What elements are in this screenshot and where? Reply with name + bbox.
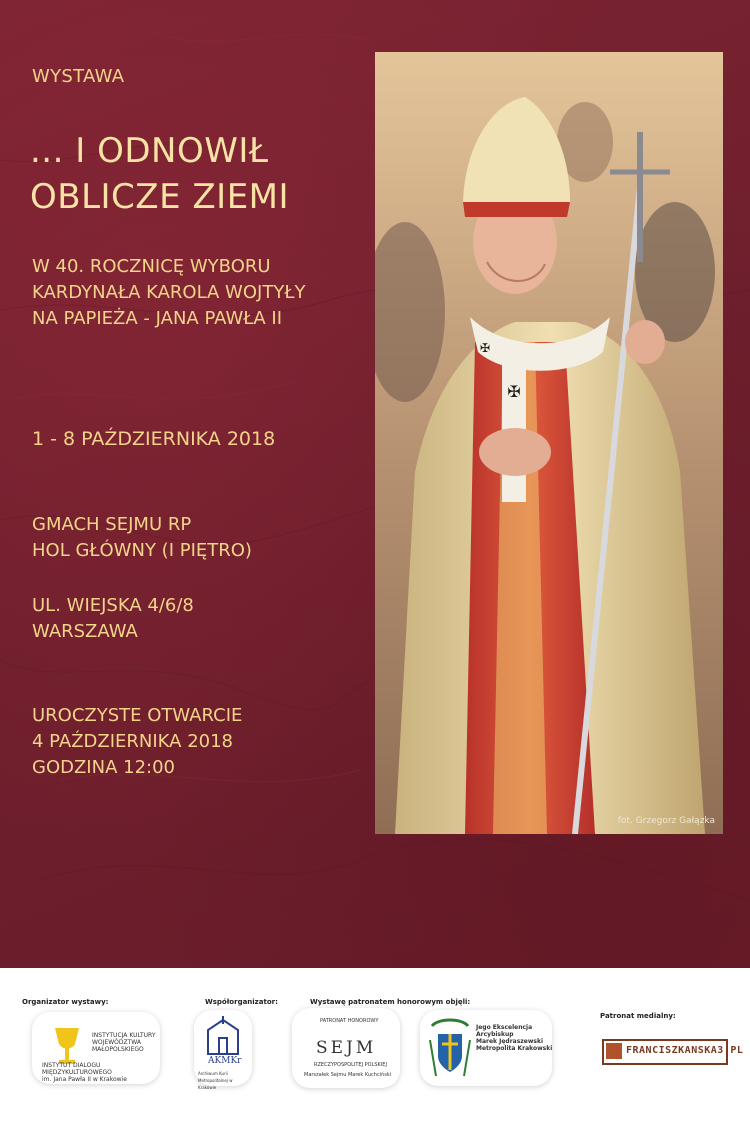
subtitle-line-1: W 40. ROCZNICĘ WYBORU xyxy=(32,256,271,277)
sejm-marshal: Marszałek Sejmu Marek Kuchciński xyxy=(304,1072,392,1078)
sejm-top: PATRONAT HONOROWY xyxy=(320,1018,379,1024)
idm-sub-line-1: INSTYTUT DIALOGU xyxy=(42,1062,101,1069)
akmkr-sub: Archiwum Kurii Metropolitalnej w Krakowie xyxy=(198,1071,233,1090)
sejm-patronage-card xyxy=(292,1008,400,1088)
media-label: Patronat medialny: xyxy=(600,1012,676,1020)
franciszkanska-logo-icon xyxy=(606,1043,622,1059)
title-line-1: ... I ODNOWIŁ xyxy=(30,131,269,171)
idm-line-3: MAŁOPOLSKIEGO xyxy=(92,1046,144,1053)
venue-line-1: GMACH SEJMU RP xyxy=(32,514,192,535)
title-line-2: OBLICZE ZIEMI xyxy=(30,177,290,217)
opening-line-1: UROCZYSTE OTWARCIE xyxy=(32,705,243,726)
exhibition-kicker: WYSTAWA xyxy=(32,66,125,87)
archbishop-line-4: Metropolita Krakowski xyxy=(476,1045,553,1052)
sejm-sub: RZECZYPOSPOLITEJ POLSKIEJ xyxy=(314,1062,387,1068)
archbishop-line-2: Arcybiskup xyxy=(476,1031,514,1038)
archive-building-icon xyxy=(202,1016,244,1056)
patronage-label: Wystawę patronatem honorowym objęli: xyxy=(310,998,471,1006)
svg-text:✠: ✠ xyxy=(479,341,491,355)
media-patron-logo xyxy=(602,1039,744,1065)
sejm-word: SEJM xyxy=(316,1038,377,1058)
coat-of-arms-icon xyxy=(428,1016,472,1080)
archbishop-line-3: Marek Jędraszewski xyxy=(476,1038,544,1045)
exhibition-subtitle xyxy=(32,254,305,332)
idm-foot: im. Jana Pawła II w Krakowie xyxy=(42,1076,127,1083)
svg-text:✠: ✠ xyxy=(507,382,521,401)
address-line-2: WARSZAWA xyxy=(32,621,138,642)
pope-illustration xyxy=(375,52,723,834)
archbishop-text xyxy=(476,1024,552,1052)
opening-line-3: GODZINA 12:00 xyxy=(32,757,175,778)
coorganizer-logo-card xyxy=(194,1010,252,1090)
pope-photo xyxy=(375,52,723,834)
subtitle-line-3: NA PAPIEŻA - JANA PAWŁA II xyxy=(32,308,283,329)
idm-text xyxy=(92,1032,156,1053)
subtitle-line-2: KARDYNAŁA KAROLA WOJTYŁY xyxy=(32,282,306,303)
exhibition-address xyxy=(32,593,194,645)
akmkr-name: AKMKr xyxy=(208,1056,242,1066)
idm-sub-line-2: MIĘDZYKULTUROWEGO xyxy=(42,1069,112,1076)
exhibition-title xyxy=(30,128,289,220)
organizer-label: Organizator wystawy: xyxy=(22,998,109,1006)
address-line-1: UL. WIEJSKA 4/6/8 xyxy=(32,595,194,616)
idm-line-2: WOJEWÓDZTWA xyxy=(92,1039,141,1046)
coorganizer-label: Współorganizator: xyxy=(205,998,278,1006)
organizer-logo-card xyxy=(32,1012,160,1084)
archbishop-line-1: Jego Ekscelencja xyxy=(476,1024,533,1031)
media-patron-name: FRANCISZKANSKA3.PL xyxy=(626,1045,744,1056)
archbishop-patronage-card xyxy=(420,1010,552,1086)
idm-subtext xyxy=(42,1062,127,1083)
idm-line-1: INSTYTUCJA KULTURY xyxy=(92,1032,156,1039)
venue-line-2: HOL GŁÓWNY (I PIĘTRO) xyxy=(32,540,252,561)
opening-line-2: 4 PAŹDZIERNIKA 2018 xyxy=(32,731,234,752)
opening-ceremony xyxy=(32,703,242,781)
exhibition-dates: 1 - 8 PAŹDZIERNIKA 2018 xyxy=(32,428,276,450)
photo-credit: fot. Grzegorz Gałązka xyxy=(617,816,715,826)
exhibition-venue xyxy=(32,512,252,564)
